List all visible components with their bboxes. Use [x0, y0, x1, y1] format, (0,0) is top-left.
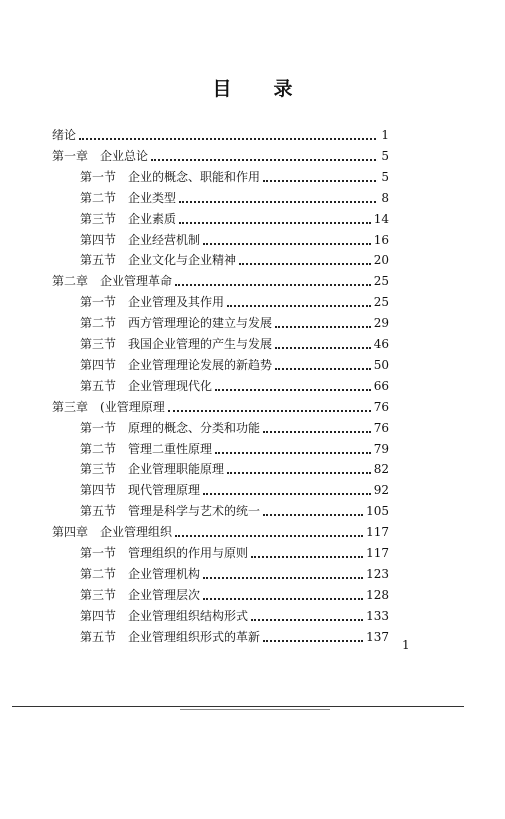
toc-entry-number: 第二节	[80, 441, 117, 456]
toc-chapter-row	[52, 122, 389, 142]
toc-section-row	[80, 164, 389, 184]
toc-entry-number: 第二节	[80, 566, 117, 581]
toc-entry-title: 管理是科学与艺术的统一	[128, 504, 261, 519]
toc-page-number: 66	[373, 378, 389, 393]
toc-entry-label	[52, 128, 76, 142]
title-left: 目	[212, 78, 232, 100]
toc-leader-dots	[203, 597, 363, 600]
toc-entry-label	[80, 212, 176, 226]
toc-page-number: 20	[373, 253, 389, 268]
toc-section-row	[80, 227, 389, 247]
toc-page-number: 14	[373, 211, 389, 226]
toc-entry-label	[80, 442, 212, 456]
toc-entry-label	[80, 609, 248, 623]
toc-entry-number: 第三节	[80, 337, 117, 351]
toc-section-row	[80, 603, 389, 623]
toc-entry-number: 第四节	[80, 608, 117, 623]
toc-entry-number: 第二节	[80, 316, 117, 331]
toc-page-number: 128	[366, 587, 389, 602]
title-right: 录	[273, 78, 293, 100]
toc-page-number: 29	[373, 316, 389, 331]
toc-entry-label	[80, 567, 200, 581]
toc-entry-label	[80, 504, 260, 518]
toc-entry-number: 第五节	[80, 629, 117, 644]
toc-section-row	[80, 331, 389, 351]
toc-page-number: 92	[373, 483, 389, 498]
toc-entry-label	[80, 546, 248, 560]
page-title	[0, 74, 505, 101]
toc-leader-dots	[168, 409, 371, 412]
toc-entry-title: 企业管理革命	[100, 274, 173, 289]
toc-entry-title: 企业管理职能原理	[128, 462, 225, 477]
toc-entry-label	[80, 421, 260, 435]
toc-entry-title: 企业文化与企业精神	[128, 253, 237, 268]
toc-leader-dots	[215, 388, 371, 391]
toc-entry-title: 西方管理理论的建立与发展	[128, 316, 273, 331]
bottom-rule	[12, 706, 464, 707]
toc-page-number: 5	[381, 169, 389, 184]
toc-section-row	[80, 436, 389, 456]
toc-entry-number: 第四章	[52, 525, 89, 540]
toc-leader-dots	[275, 367, 371, 370]
toc-page-number: 137	[366, 629, 389, 644]
toc-entry-title: 企业管理及其作用	[128, 295, 225, 310]
toc-page-number: 76	[373, 399, 389, 414]
toc-page-number: 76	[373, 420, 389, 435]
toc-entry-title: 企业管理层次	[128, 587, 201, 602]
toc-leader-dots	[215, 451, 371, 454]
toc-leader-dots	[251, 618, 363, 621]
toc-entry-number: 第三节	[80, 587, 117, 602]
toc-entry-title: 管理二重性原理	[128, 441, 213, 456]
toc-page-number: 133	[366, 608, 389, 623]
toc-section-row	[80, 540, 389, 560]
toc-entry-label	[80, 379, 212, 393]
toc-entry-number: 第一节	[80, 546, 117, 560]
toc-page-number: 123	[366, 566, 389, 581]
toc-entry-number: 第三节	[80, 462, 117, 477]
toc-section-row	[80, 289, 389, 309]
toc-chapter-row	[52, 519, 389, 539]
toc-page-number: 25	[373, 295, 389, 310]
toc-entry-number: 第一节	[80, 420, 117, 435]
toc-leader-dots	[239, 262, 371, 265]
toc-section-row	[80, 373, 389, 393]
toc-leader-dots	[151, 158, 376, 161]
toc-entry-number: 第二节	[80, 190, 117, 205]
toc-entry-number: 第二章	[52, 274, 89, 289]
toc-entry-title: 原理的概念、分类和功能	[128, 420, 261, 435]
toc-section-row	[80, 498, 389, 518]
toc-leader-dots	[251, 555, 363, 558]
toc-entry-label	[80, 630, 260, 644]
toc-entry-title: 企业总论	[100, 148, 149, 163]
toc-entry-label	[80, 462, 224, 476]
toc-entry-title: 管理组织的作用与原则	[128, 546, 249, 560]
toc-leader-dots	[263, 639, 363, 642]
toc-leader-dots	[263, 430, 371, 433]
toc-entry-label	[52, 400, 165, 414]
toc-entry-label	[80, 316, 272, 330]
toc-leader-dots	[203, 576, 363, 579]
toc-page-number: 16	[373, 232, 389, 247]
toc-page-number: 46	[373, 337, 389, 351]
toc-entry-number: 第四节	[80, 232, 117, 247]
toc-entry-label	[80, 588, 200, 602]
toc-entry-label	[52, 149, 148, 163]
toc-entry-label	[80, 170, 260, 184]
toc-entry-number: 第三节	[80, 211, 117, 226]
toc-entry-label	[80, 253, 236, 267]
toc-entry-number: 第四节	[80, 483, 117, 498]
toc-section-row	[80, 456, 389, 476]
toc-section-row	[80, 582, 389, 602]
toc-section-row	[80, 310, 389, 330]
toc-entry-label	[80, 483, 200, 497]
toc-section-row	[80, 185, 389, 205]
toc-chapter-row	[52, 394, 389, 414]
toc-leader-dots	[175, 283, 371, 286]
toc-page-number: 8	[381, 190, 389, 205]
toc-page-number: 5	[381, 148, 389, 163]
toc-page-number: 79	[373, 441, 389, 456]
toc-entry-number: 第五节	[80, 504, 117, 519]
toc-leader-dots	[263, 513, 363, 516]
toc-entry-title: 企业经营机制	[128, 232, 201, 247]
toc-section-row	[80, 561, 389, 581]
toc-entry-title: 企业管理机构	[128, 566, 201, 581]
toc-entry-title: 企业类型	[128, 190, 177, 205]
toc-entry-title: 企业素质	[128, 211, 177, 226]
toc-section-row	[80, 247, 389, 267]
toc-entry-number: 第一节	[80, 295, 117, 310]
toc-leader-dots	[203, 242, 371, 245]
toc-section-row	[80, 206, 389, 226]
page-number: 1	[402, 638, 410, 652]
toc-chapter-row	[52, 143, 389, 163]
toc-leader-dots	[175, 534, 363, 537]
toc-leader-dots	[179, 200, 376, 203]
toc-entry-title: 企业管理组织结构形式	[128, 608, 249, 623]
toc-page-number: 105	[366, 504, 389, 519]
toc-leader-dots	[79, 137, 376, 140]
toc-leader-dots	[275, 346, 371, 349]
toc-entry-number: 第一章	[52, 148, 89, 163]
toc-entry-label	[52, 274, 172, 288]
toc-leader-dots	[275, 325, 371, 328]
toc-entry-title: 现代管理原理	[128, 483, 201, 498]
toc-leader-dots	[227, 471, 371, 474]
toc-entry-title: 企业管理理论发展的新趋势	[128, 357, 273, 372]
toc-leader-dots	[227, 304, 371, 307]
toc-leader-dots	[203, 492, 371, 495]
toc-entry-label	[80, 358, 272, 372]
toc-entry-title: 企业的概念、职能和作用	[128, 169, 261, 184]
toc-entry-title: 企业管理组织	[100, 525, 173, 540]
toc-chapter-row	[52, 268, 389, 288]
toc-page-number: 25	[373, 274, 389, 289]
toc-entry-label	[52, 525, 172, 539]
toc-section-row	[80, 624, 389, 644]
toc-page-number: 117	[366, 546, 389, 560]
toc-section-row	[80, 352, 389, 372]
toc-entry-number: 第四节	[80, 357, 117, 372]
toc-page-number: 82	[373, 462, 389, 477]
toc-entry-number: 第五节	[80, 378, 117, 393]
toc-entry-title: 我国企业管理的产生与发展	[128, 337, 273, 351]
toc-entry-number: 第一节	[80, 169, 117, 184]
toc-entry-title: 企业管理组织形式的革新	[128, 629, 261, 644]
toc-entry-label	[80, 233, 200, 247]
bottom-rule-faint	[180, 709, 330, 710]
toc-entry-number: 第三章	[52, 399, 89, 414]
toc-entry-number: 绪论	[52, 128, 77, 142]
toc-entry-title: (业管理原理	[100, 399, 165, 414]
toc-section-row	[80, 477, 389, 497]
toc-entry-number: 第五节	[80, 253, 117, 268]
toc-entry-label	[80, 337, 272, 351]
toc-leader-dots	[263, 179, 376, 182]
toc-page-number: 1	[381, 128, 389, 142]
toc-entry-label	[80, 295, 224, 309]
toc-leader-dots	[179, 221, 371, 224]
toc-section-row	[80, 415, 389, 435]
toc-entry-title: 企业管理现代化	[128, 378, 213, 393]
toc-page-number: 50	[373, 357, 389, 372]
toc-page-number: 117	[366, 525, 389, 540]
toc-entry-label	[80, 191, 176, 205]
